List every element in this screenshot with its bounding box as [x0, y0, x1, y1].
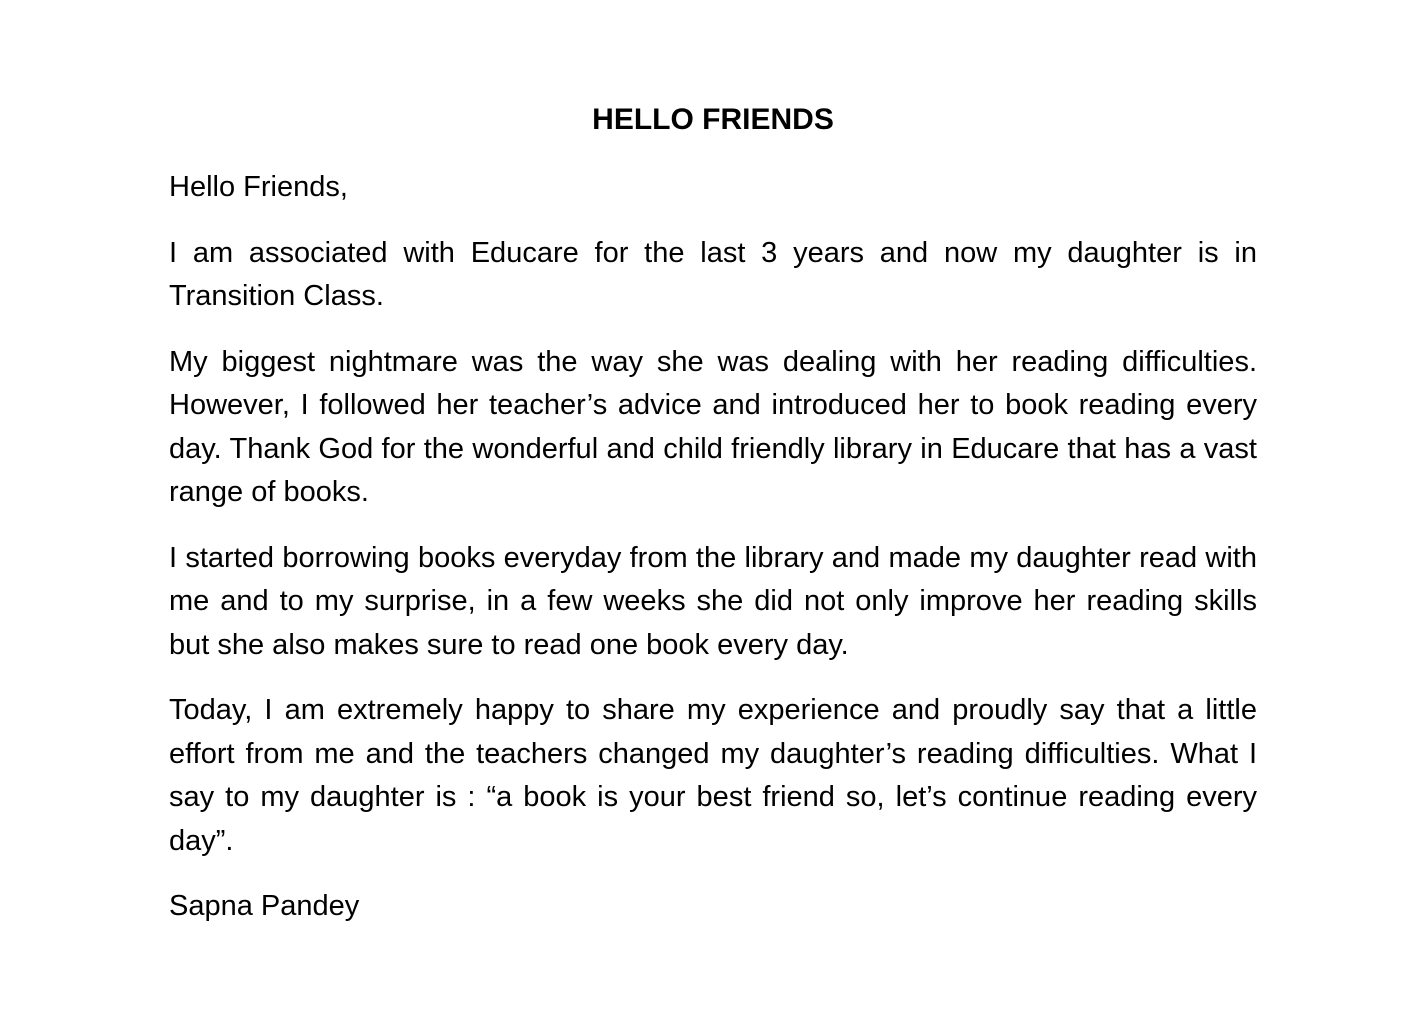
- paragraph-today: Today, I am extremely happy to share my experience and proudly say that a little effort from me and the teachers changed my daughter’s reading difficulties. What I say to my daughter is : “a book is your best friend so, let’s continue reading every day”.: [169, 694, 1257, 857]
- signature: Sapna Pandey: [169, 890, 360, 922]
- paragraph-borrowing: I started borrowing books everyday from the library and made my daughter read with me and to my surprise, in a few weeks she did not only improve her reading skills but she also makes sure to read one book every day.: [169, 541, 1257, 661]
- greeting: Hello Friends,: [169, 171, 348, 203]
- paragraph-association: I am associated with Educare for the last 3 years and now my daughter is in Transition Class.: [169, 236, 1257, 312]
- document-title: HELLO FRIENDS: [592, 103, 834, 136]
- paragraph-nightmare: My biggest nightmare was the way she was dealing with her reading difficulties. However, I followed her teacher’s advice and introduced her to book reading every day. Thank God for the wonderful and child friendly library in Educare that has a vast range of books.: [169, 345, 1257, 508]
- document-page: [169, 100, 1257, 951]
